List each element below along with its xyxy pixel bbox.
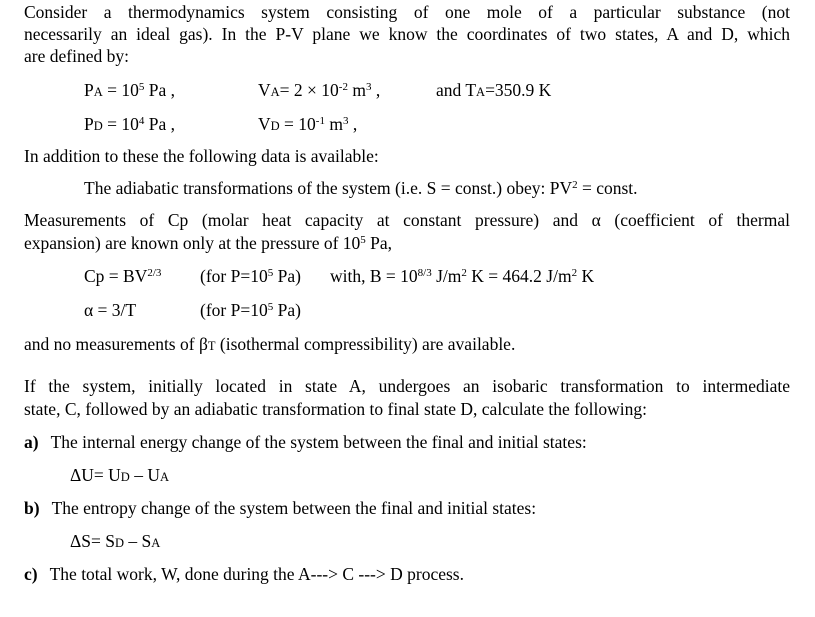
question-label: c) [24, 564, 38, 584]
adiabatic-relation: The adiabatic transformations of the system (i.e. S = const.) obey: $PV^2$ = const. [84, 178, 638, 198]
problem-line-2: state, C, followed by an adiabatic transformation to final state D, calculate the following: [24, 399, 648, 419]
intro-line-2: necessarily an ideal gas). In the P-V plane we know the coordinates of two states, A and D, which [24, 24, 790, 44]
state-d-pressure: PD = $10^4$ Pa , [84, 114, 176, 134]
question-a [24, 431, 587, 453]
alpha-condition: (for $P=10^5$ Pa) [200, 300, 301, 320]
intro-line-3: are defined by: [24, 46, 129, 66]
question-c [24, 563, 464, 585]
b-constant: with, $B = 10^{8/3}$ $J/m^2$ K = 464.2 $J/m^2$ K [330, 266, 595, 286]
question-text: The entropy change of the system between the final and initial states: [51, 498, 537, 518]
state-a-volume: $VA= 2 \times 10^{-2}$ $m^3$ , [258, 80, 381, 100]
intro-line-1: Consider a thermodynamics system consisting of one mole of a particular substance (not [24, 2, 790, 22]
no-measurements-note: and no measurements of βT (isothermal compressibility) are available. [24, 334, 516, 354]
question-label: b) [24, 498, 40, 518]
state-a-temperature: and TA=350.9 K [436, 80, 552, 100]
question-b [24, 497, 536, 519]
question-text: The total work, W, done during the A---> C ---> D process. [49, 564, 464, 584]
delta-s-formula: ΔS= SD – SA [70, 531, 161, 551]
measurements-line-2: expansion) are known only at the pressure of $10^5$ Pa, [24, 233, 393, 253]
state-a-pressure: PA = $10^5$ Pa , [84, 80, 176, 100]
question-label: a) [24, 432, 39, 452]
question-text: The internal energy change of the system between the final and initial states: [50, 432, 587, 452]
cp-condition: (for $P=10^5$ Pa) [200, 266, 301, 286]
problem-line-1: If the system, initially located in state A, undergoes an isobaric transformation to intermediate [24, 376, 790, 396]
measurements-line-1: Measurements of Cp (molar heat capacity at constant pressure) and α (coefficient of thermal [24, 210, 790, 230]
state-d-volume: VD = $10^{-1}$ $m^3$ , [258, 114, 358, 134]
cp-formula: $Cp = BV^{2/3}$ [84, 266, 162, 286]
alpha-formula: α = 3/T [84, 300, 137, 320]
delta-u-formula: ΔU= UD – UA [70, 465, 169, 485]
additional-heading: In addition to these the following data is available: [24, 146, 379, 166]
